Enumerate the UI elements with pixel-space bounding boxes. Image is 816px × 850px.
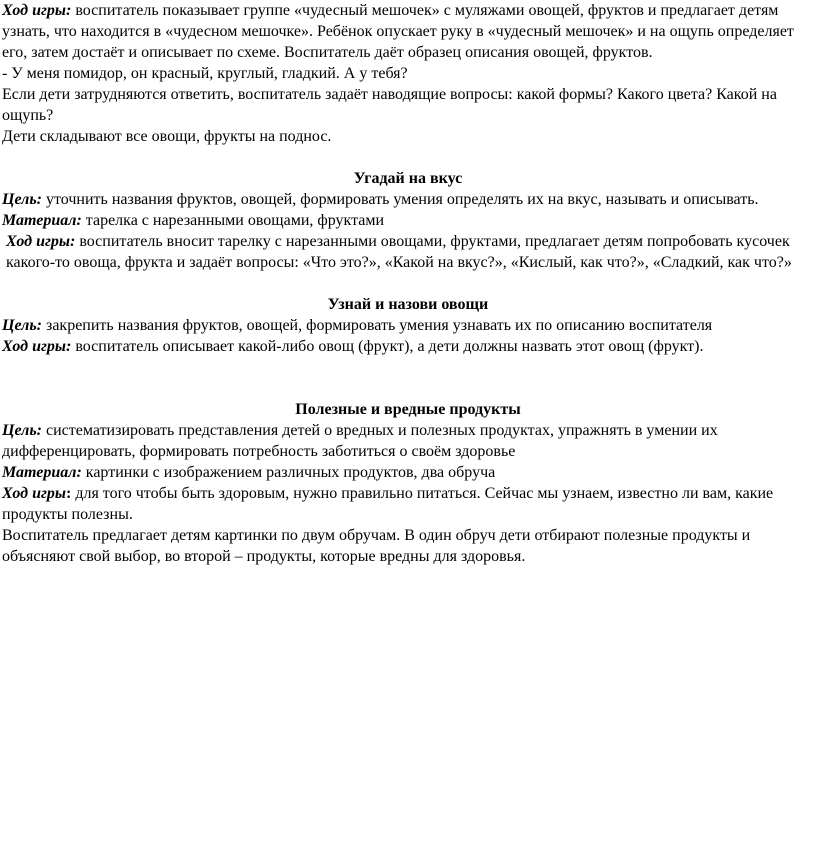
- section-title-guess-taste: Угадай на вкус: [353, 170, 463, 187]
- material-paragraph: [2, 462, 814, 483]
- example-dialogue: - У меня помидор, он красный, круглый, гладкий. А у тебя?: [2, 65, 408, 82]
- game-label: Ход игры:: [2, 338, 72, 355]
- game-label: Ход игры: [2, 485, 66, 502]
- goal-label: Цель:: [2, 422, 42, 439]
- goal-paragraph: [2, 315, 814, 336]
- goal-text: систематизировать представления детей о вредных и полезных продуктах, упражнять в умении их дифференцировать, формировать потребность заботиться о своём здоровье: [2, 422, 718, 460]
- material-text: картинки с изображением различных продуктов, два обруча: [81, 464, 496, 481]
- game-text: воспитатель вносит тарелку с нарезанными овощами, фруктами, предлагает детям попробовать кусочек какого-то овоща, фрукта и задаёт вопросы: «Что это?», «Какой на вкус?», «Кислый, как что?», «Сладкий, как что?»: [6, 233, 792, 271]
- game-procedure-text: воспитатель показывает группе «чудесный мешочек» с муляжами овощей, фруктов и предлагает детям узнать, что находится в «чудесном мешочке». Ребёнок опускает руку в «чудесный мешочек» и на ощупь определяет его, затем достаёт и описывает по схеме. Воспитатель даёт образец описания овощей, фруктов.: [2, 2, 794, 61]
- spacer: [2, 273, 814, 294]
- final-paragraph: Воспитатель предлагает детям картинки по двум обручам. В один обруч дети отбирают полезные продукты и объясняют свой выбор, во второй – продукты, которые вредны для здоровья.: [2, 527, 751, 565]
- game-procedure-paragraph: [2, 0, 814, 63]
- goal-label: Цель:: [2, 317, 42, 334]
- game-paragraph: [2, 483, 814, 525]
- material-label: Материал:: [2, 212, 82, 229]
- material-paragraph: [2, 210, 814, 231]
- game-procedure-label: Ход игры:: [2, 2, 72, 19]
- leading-questions-paragraph: Если дети затрудняются ответить, воспитатель задаёт наводящие вопросы: какой формы? Какого цвета? Какой на ощупь?: [2, 86, 777, 124]
- section-title-healthy-unhealthy: Полезные и вредные продукты: [295, 401, 521, 418]
- material-label: Материал:: [2, 464, 82, 481]
- goal-text: уточнить названия фруктов, овощей, формировать умения определять их на вкус, называть и описывать.: [42, 191, 759, 208]
- closing-paragraph: Дети складывают все овощи, фрукты на поднос.: [2, 128, 332, 145]
- goal-paragraph: [2, 189, 814, 210]
- spacer: [2, 357, 814, 399]
- goal-label: Цель:: [2, 191, 42, 208]
- game-text: воспитатель описывает какой-либо овощ (фрукт), а дети должны назвать этот овощ (фрукт).: [71, 338, 704, 355]
- goal-paragraph: [2, 420, 814, 462]
- spacer: [2, 147, 814, 168]
- game-paragraph: [2, 231, 814, 273]
- game-paragraph: [2, 336, 814, 357]
- game-colon: :: [65, 485, 72, 502]
- game-text: для того чтобы быть здоровым, нужно правильно питаться. Сейчас мы узнаем, известно ли вам, какие продукты полезны.: [2, 485, 774, 523]
- section-title-recognize-vegetables: Узнай и назови овощи: [327, 296, 489, 313]
- material-text: тарелка с нарезанными овощами, фруктами: [81, 212, 385, 229]
- goal-text: закрепить названия фруктов, овощей, формировать умения узнавать их по описанию воспитателя: [42, 317, 713, 334]
- game-label: Ход игры:: [6, 233, 76, 250]
